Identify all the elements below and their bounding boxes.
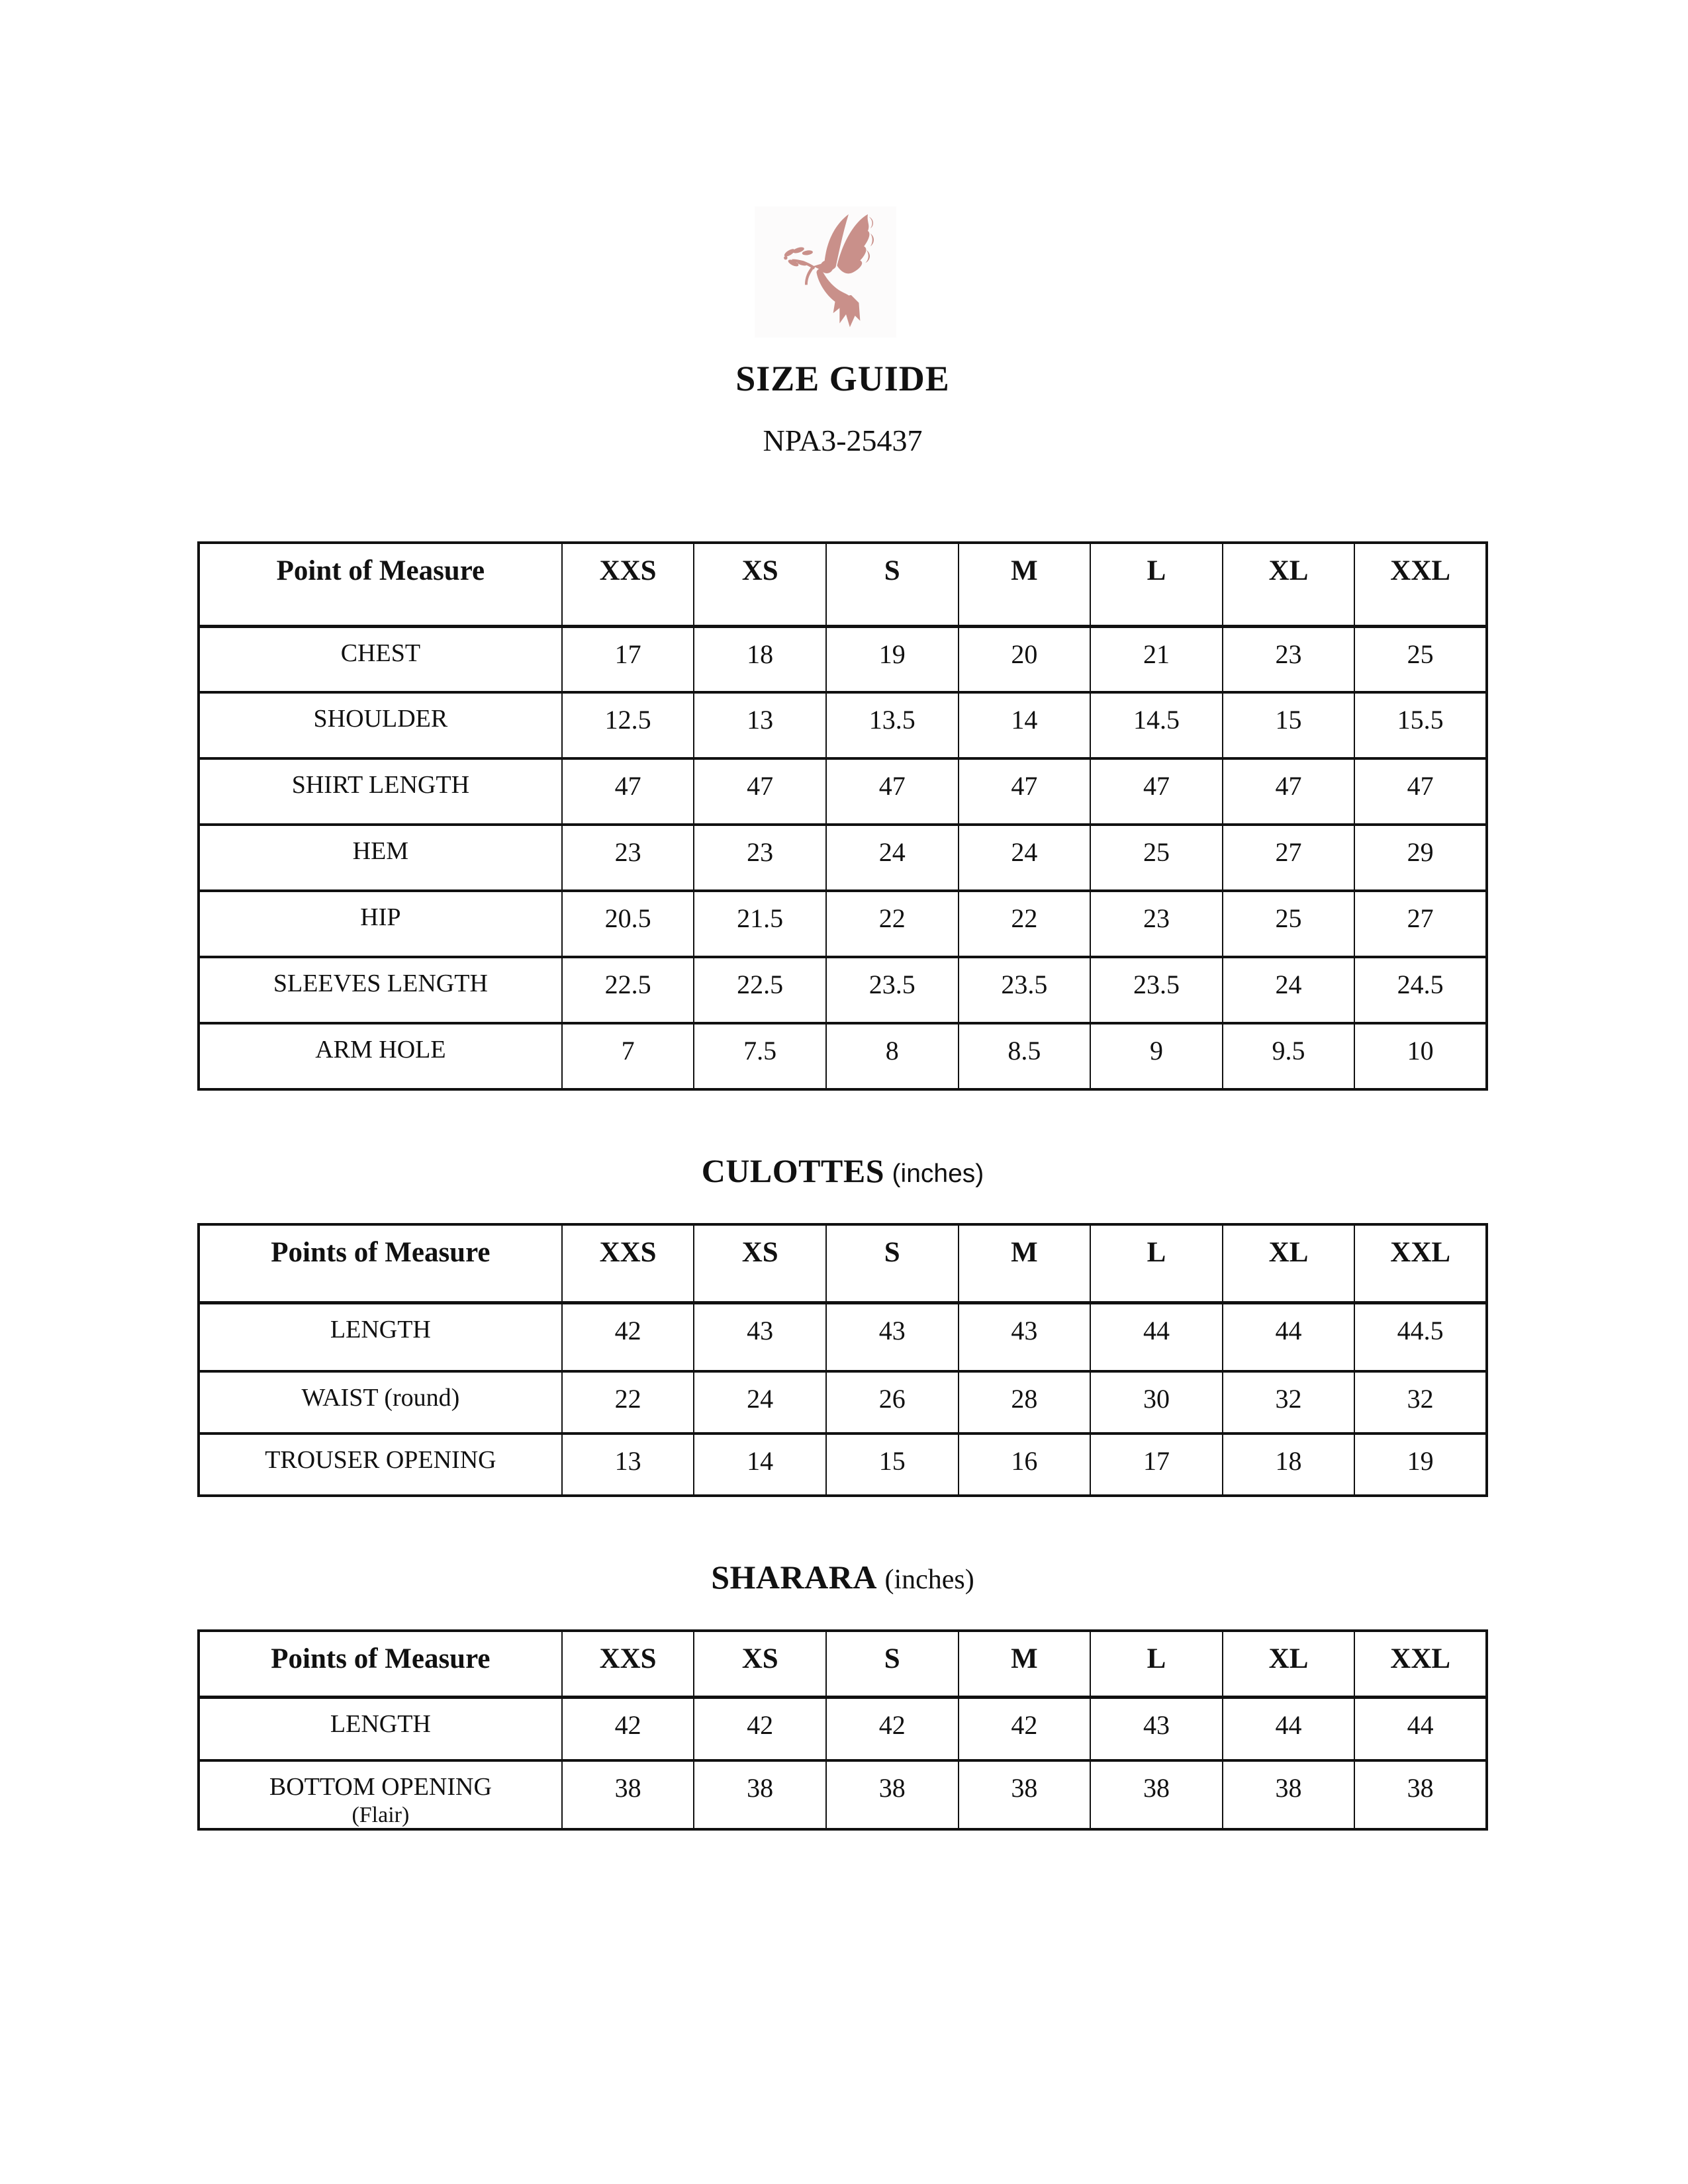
row-label — [199, 1302, 562, 1371]
row-label — [199, 1023, 562, 1089]
measurement-value: 19 — [1354, 1433, 1487, 1496]
measurement-value: 23 — [694, 825, 826, 891]
measurement-value: 20.5 — [562, 891, 694, 957]
measurement-value: 23.5 — [959, 957, 1091, 1023]
measurement-value: 25 — [1223, 891, 1355, 957]
measurement-value: 42 — [694, 1697, 826, 1760]
sharara-size-table — [197, 1629, 1488, 1831]
column-header-size: L — [1090, 1224, 1223, 1302]
column-header-measure: Point of Measure — [199, 543, 562, 626]
measurement-value: 47 — [1223, 758, 1355, 825]
measurement-value: 47 — [1354, 758, 1487, 825]
measurement-value: 24 — [959, 825, 1091, 891]
measurement-value: 22 — [826, 891, 959, 957]
column-header-size: M — [959, 543, 1091, 626]
table-row — [199, 626, 1487, 692]
measurement-value: 38 — [1354, 1760, 1487, 1829]
measurement-value: 44 — [1090, 1302, 1223, 1371]
row-label — [199, 1697, 562, 1760]
measurement-value: 9 — [1090, 1023, 1223, 1089]
measurement-value: 13 — [562, 1433, 694, 1496]
measurement-value: 47 — [826, 758, 959, 825]
row-label-text: HIP — [360, 903, 401, 931]
table-row — [199, 692, 1487, 758]
measurement-value: 7 — [562, 1023, 694, 1089]
row-label — [199, 1760, 562, 1829]
measurement-value: 32 — [1354, 1371, 1487, 1433]
measurement-value: 47 — [959, 758, 1091, 825]
column-header-size: M — [959, 1224, 1091, 1302]
measurement-value: 23 — [1223, 626, 1355, 692]
measurement-value: 18 — [1223, 1433, 1355, 1496]
measurement-value: 15.5 — [1354, 692, 1487, 758]
measurement-value: 26 — [826, 1371, 959, 1433]
measurement-value: 44 — [1223, 1302, 1355, 1371]
culottes-size-table — [197, 1223, 1488, 1497]
column-header-size: S — [826, 1631, 959, 1697]
row-label — [199, 692, 562, 758]
product-code: NPA3-25437 — [763, 424, 923, 457]
measurement-value: 20 — [959, 626, 1091, 692]
measurement-value: 22.5 — [694, 957, 826, 1023]
measurement-value: 47 — [562, 758, 694, 825]
measurement-value: 12.5 — [562, 692, 694, 758]
column-header-size: XXS — [562, 543, 694, 626]
measurement-value: 23.5 — [826, 957, 959, 1023]
measurement-value: 43 — [826, 1302, 959, 1371]
row-label-text: SHOULDER — [313, 705, 448, 733]
measurement-value: 21.5 — [694, 891, 826, 957]
measurement-value: 9.5 — [1223, 1023, 1355, 1089]
column-header-size: L — [1090, 543, 1223, 626]
measurement-value: 43 — [1090, 1697, 1223, 1760]
measurement-value: 23 — [1090, 891, 1223, 957]
measurement-value: 42 — [826, 1697, 959, 1760]
row-label-text: ARM HOLE — [315, 1036, 446, 1064]
column-header-size: XL — [1223, 1224, 1355, 1302]
row-label-text: HEM — [352, 837, 409, 865]
section-title-culottes — [197, 1152, 1488, 1190]
row-label-text: BOTTOM OPENING — [269, 1773, 492, 1801]
measurement-value: 15 — [1223, 692, 1355, 758]
column-header-size: XL — [1223, 543, 1355, 626]
measurement-value: 23 — [562, 825, 694, 891]
column-header-size: XXS — [562, 1224, 694, 1302]
measurement-value: 24 — [826, 825, 959, 891]
measurement-value: 38 — [1090, 1760, 1223, 1829]
measurement-value: 42 — [959, 1697, 1091, 1760]
column-header-size: XS — [694, 543, 826, 626]
shirt-size-table — [197, 541, 1488, 1091]
measurement-value: 30 — [1090, 1371, 1223, 1433]
measurement-value: 13 — [694, 692, 826, 758]
table-row — [199, 891, 1487, 957]
measurement-value: 14 — [959, 692, 1091, 758]
measurement-value: 14 — [694, 1433, 826, 1496]
table-row — [199, 1760, 1487, 1829]
measurement-value: 47 — [1090, 758, 1223, 825]
document-content — [197, 0, 1488, 1831]
page-title: SIZE GUIDE — [735, 359, 950, 398]
column-header-size: XXL — [1354, 543, 1487, 626]
column-header-size: XXL — [1354, 1631, 1487, 1697]
measurement-value: 27 — [1354, 891, 1487, 957]
column-header-measure: Points of Measure — [199, 1631, 562, 1697]
column-header-measure: Points of Measure — [199, 1224, 562, 1302]
row-label-text: TROUSER OPENING — [265, 1446, 496, 1474]
measurement-value: 44 — [1354, 1697, 1487, 1760]
row-label — [199, 1433, 562, 1496]
measurement-value: 16 — [959, 1433, 1091, 1496]
measurement-value: 10 — [1354, 1023, 1487, 1089]
header-row — [199, 1224, 1487, 1302]
measurement-value: 38 — [826, 1760, 959, 1829]
measurement-value: 44.5 — [1354, 1302, 1487, 1371]
measurement-value: 38 — [959, 1760, 1091, 1829]
header-row — [199, 1631, 1487, 1697]
measurement-value: 21 — [1090, 626, 1223, 692]
measurement-value: 22 — [959, 891, 1091, 957]
measurement-value: 25 — [1090, 825, 1223, 891]
row-label-subtext: (Flair) — [352, 1803, 410, 1827]
row-label — [199, 1371, 562, 1433]
size-tables — [197, 541, 1488, 1831]
brand-logo — [197, 0, 1488, 341]
measurement-value: 43 — [694, 1302, 826, 1371]
measurement-value: 47 — [694, 758, 826, 825]
measurement-value: 22 — [562, 1371, 694, 1433]
section-unit-label: (inches) — [884, 1565, 974, 1595]
table-row — [199, 1371, 1487, 1433]
measurement-value: 38 — [562, 1760, 694, 1829]
measurement-value: 29 — [1354, 825, 1487, 891]
measurement-value: 19 — [826, 626, 959, 692]
measurement-value: 27 — [1223, 825, 1355, 891]
measurement-value: 28 — [959, 1371, 1091, 1433]
measurement-value: 42 — [562, 1697, 694, 1760]
table-row — [199, 758, 1487, 825]
measurement-value: 17 — [1090, 1433, 1223, 1496]
measurement-value: 22.5 — [562, 957, 694, 1023]
measurement-value: 8 — [826, 1023, 959, 1089]
row-label — [199, 758, 562, 825]
measurement-value: 43 — [959, 1302, 1091, 1371]
row-label-text: WAIST (round) — [301, 1384, 460, 1412]
section-name: CULOTTES — [701, 1152, 885, 1189]
table-row — [199, 1433, 1487, 1496]
row-label — [199, 957, 562, 1023]
measurement-value: 24 — [1223, 957, 1355, 1023]
table-row — [199, 825, 1487, 891]
measurement-value: 44 — [1223, 1697, 1355, 1760]
row-label-text: LENGTH — [330, 1315, 431, 1343]
measurement-value: 13.5 — [826, 692, 959, 758]
table-row — [199, 1302, 1487, 1371]
measurement-value: 18 — [694, 626, 826, 692]
row-label — [199, 825, 562, 891]
column-header-size: XS — [694, 1224, 826, 1302]
column-header-size: S — [826, 1224, 959, 1302]
column-header-size: M — [959, 1631, 1091, 1697]
measurement-value: 8.5 — [959, 1023, 1091, 1089]
measurement-value: 15 — [826, 1433, 959, 1496]
column-header-size: XL — [1223, 1631, 1355, 1697]
column-header-size: L — [1090, 1631, 1223, 1697]
measurement-value: 38 — [1223, 1760, 1355, 1829]
column-header-size: S — [826, 543, 959, 626]
column-header-size: XXS — [562, 1631, 694, 1697]
table-row — [199, 957, 1487, 1023]
section-unit-label: (inches) — [892, 1160, 984, 1188]
measurement-value: 23.5 — [1090, 957, 1223, 1023]
column-header-size: XS — [694, 1631, 826, 1697]
row-label-text: CHEST — [340, 639, 421, 667]
logo-image-box — [755, 206, 896, 338]
section-title-sharara — [197, 1558, 1488, 1596]
dove-olive-branch-icon — [761, 208, 890, 336]
row-label-text: SHIRT LENGTH — [291, 771, 470, 799]
row-label-text: SLEEVES LENGTH — [273, 970, 488, 997]
table-row — [199, 1697, 1487, 1760]
measurement-value: 24.5 — [1354, 957, 1487, 1023]
row-label — [199, 626, 562, 692]
section-name: SHARARA — [711, 1559, 877, 1596]
row-label — [199, 891, 562, 957]
header-row — [199, 543, 1487, 626]
measurement-value: 17 — [562, 626, 694, 692]
measurement-value: 42 — [562, 1302, 694, 1371]
measurement-value: 25 — [1354, 626, 1487, 692]
measurement-value: 7.5 — [694, 1023, 826, 1089]
table-row — [199, 1023, 1487, 1089]
row-label-text: LENGTH — [330, 1709, 431, 1738]
measurement-value: 32 — [1223, 1371, 1355, 1433]
measurement-value: 24 — [694, 1371, 826, 1433]
column-header-size: XXL — [1354, 1224, 1487, 1302]
measurement-value: 38 — [694, 1760, 826, 1829]
measurement-value: 14.5 — [1090, 692, 1223, 758]
